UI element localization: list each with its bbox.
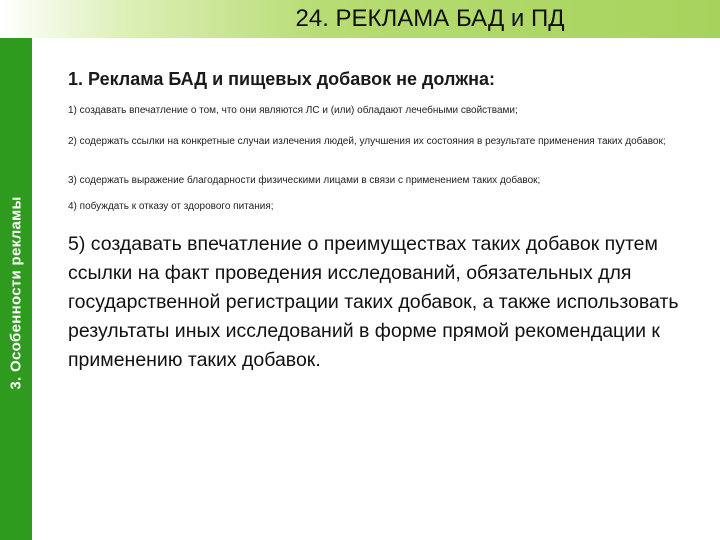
section-sidebar (0, 38, 32, 540)
slide-title: 24. РЕКЛАМА БАД и ПД (295, 5, 565, 32)
list-item-4: 4) побуждать к отказу от здорового питания; (68, 201, 274, 212)
list-item-1: 1) создавать впечатление о том, что они являются ЛС и (или) обладают лечебными свойствами; (68, 105, 518, 116)
list-item-2: 2) содержать ссылки на конкретные случаи излечения людей, улучшения их состояния в результате применения таких добавок; (68, 136, 666, 147)
list-item-5: 5) создавать впечатление о преимуществах таких добавок путем ссылки на факт проведения исследований, обязательных для государственной регистрации таких добавок, а также использовать результаты иных исследований в форме прямой рекомендации к применению таких добавок. (68, 233, 679, 371)
title-bar (0, 0, 720, 38)
section-label: 3. Особенности рекламы (7, 196, 25, 390)
list-item-3: 3) содержать выражение благодарности физическими лицами в связи с применением таких добавок; (68, 175, 541, 186)
list-heading: 1. Реклама БАД и пищевых добавок не должна: (68, 69, 496, 89)
